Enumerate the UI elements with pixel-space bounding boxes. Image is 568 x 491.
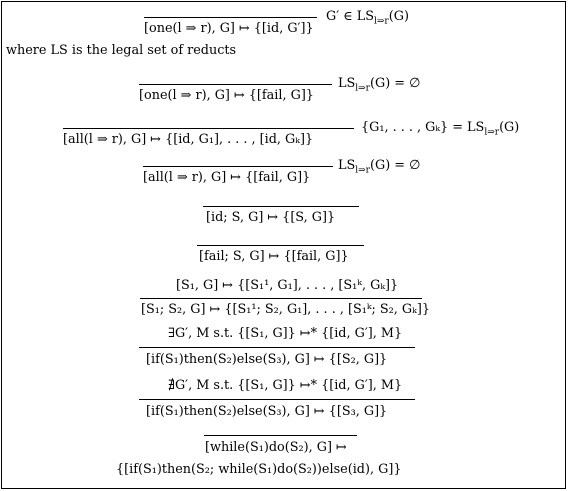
rule-all-fail-conclusion: [all(l ⇒ r), G] ↦ {[fail, G]}	[143, 170, 311, 185]
rule-bar-fail-seq	[197, 245, 364, 246]
legal-set-note: where LS is the legal set of reducts	[6, 43, 237, 58]
rule-bar-one-success	[144, 17, 317, 18]
rule-bar-id-seq	[203, 206, 359, 207]
rule-if-false-premise: ∄G′, M s.t. {[S₁, G]} ↦* {[id, G′], M}	[168, 378, 403, 393]
rule-bar-if-false	[139, 399, 415, 400]
rule-bar-if-true	[139, 347, 415, 348]
rule-bar-all-success	[63, 128, 354, 129]
rule-if-false-conclusion: [if(S₁)then(S₂)else(S₃), G] ↦ {[S₃, G]}	[146, 404, 388, 419]
rule-all-fail-side: $LS_{l\Rightarrow r}(G)$ = ∅	[338, 158, 421, 176]
rule-if-true-premise: ∃G′, M s.t. {[S₁, G]} ↦* {[id, G′], M}	[168, 326, 403, 341]
rule-while-conclusion-line1: [while(S₁)do(S₂), G] ↦	[205, 440, 347, 455]
rule-bar-one-fail	[139, 84, 332, 85]
rule-one-fail-side: $LS_{l\Rightarrow r}(G)$ = ∅	[338, 76, 421, 94]
rule-bar-while	[204, 435, 357, 436]
rule-fail-seq-conclusion: [fail; S, G] ↦ {[fail, G]}	[199, 249, 349, 264]
rule-while-conclusion-line2: {[if(S₁)then(S₂; while(S₁)do(S₂))else(id), G]}	[116, 462, 402, 477]
rule-all-success-side: {G₁, . . . , $G_k\} = LS_{l\Rightarrow r}(G)$	[361, 120, 520, 138]
rule-bar-all-fail	[143, 166, 333, 167]
rule-seq-conclusion: [S₁; S₂, G] ↦ {[S₁¹; S₂, G₁], . . . , [S₁ᵏ; S₂, Gₖ]}	[141, 302, 430, 317]
rule-id-seq-conclusion: [id; S, G] ↦ {[S, G]}	[206, 210, 336, 225]
rule-seq-premise: [S₁, G] ↦ {[S₁¹, G₁], . . . , [S₁ᵏ, Gₖ]}	[176, 278, 399, 293]
rule-if-true-conclusion: [if(S₁)then(S₂)else(S₃), G] ↦ {[S₂, G]}	[146, 352, 388, 367]
rule-one-fail-conclusion: [one(l ⇒ r), G] ↦ {[fail, G]}	[139, 88, 314, 103]
rule-one-success-side: G′ ∈ $LS_{l\Rightarrow r}(G)$	[326, 9, 409, 27]
rule-one-success-conclusion: [one(l ⇒ r), G] ↦ {[id, G′]}	[144, 21, 314, 36]
rule-bar-seq	[140, 298, 422, 299]
rule-all-success-conclusion: [all(l ⇒ r), G] ↦ {[id, G₁], . . . , [id, Gₖ]}	[63, 132, 314, 147]
